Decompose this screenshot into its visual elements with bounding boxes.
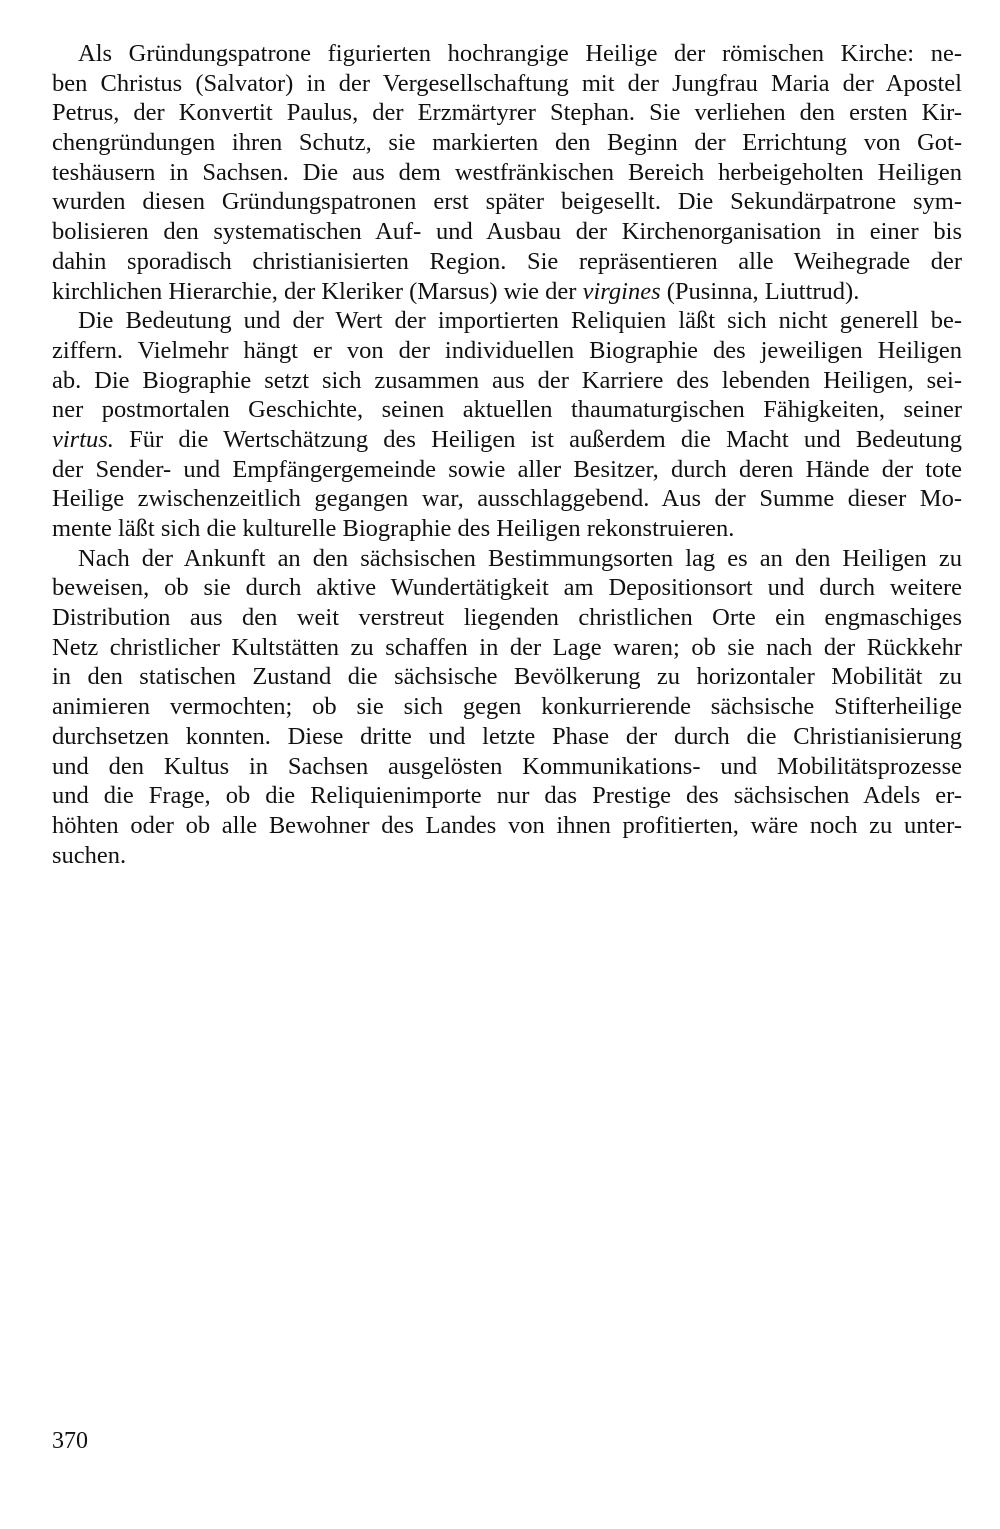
- text-line: und die Frage, ob die Reliquienimporte nur das Prestige des sächsischen Adels er-: [52, 782, 962, 810]
- text-line: Netz christlicher Kultstätten zu schaffen in der Lage waren; ob sie nach der Rückkehr: [52, 633, 962, 661]
- text-line: Als Gründungspatrone figurierten hochrangige Heilige der römischen Kirche: ne-: [78, 40, 962, 67]
- text-line: in den statischen Zustand die sächsische Bevölkerung zu horizontaler Mobilität zu: [52, 663, 962, 691]
- italic-term: virgines: [582, 277, 661, 305]
- text-line: Nach der Ankunft an den sächsischen Bestimmungsorten lag es an den Heiligen zu: [78, 544, 962, 572]
- text-line: ziffern. Vielmehr hängt er von der individuellen Biographie des jeweiligen Heiligen: [52, 336, 962, 364]
- text-line: [52, 277, 962, 307]
- text-line: durchsetzen konnten. Diese dritte und letzte Phase der durch die Christianisierung: [52, 722, 962, 750]
- text-line: Petrus, der Konvertit Paulus, der Erzmärtyrer Stephan. Sie verliehen den ersten Kir-: [52, 99, 962, 127]
- page-number: 370: [52, 1428, 88, 1454]
- text-line: chengründungen ihren Schutz, sie markierten den Beginn der Errichtung von Got-: [52, 129, 962, 157]
- text-line: beweisen, ob sie durch aktive Wundertätigkeit am Depositionsort und durch weitere: [52, 574, 962, 602]
- text-line: Distribution aus den weit verstreut liegenden christlichen Orte ein engmaschiges: [52, 604, 962, 632]
- text-line: Heilige zwischenzeitlich gegangen war, ausschlaggebend. Aus der Summe dieser Mo-: [52, 485, 962, 513]
- text-line: suchen.: [52, 841, 127, 869]
- text-line: dahin sporadisch christianisierten Region. Sie repräsentieren alle Weihegrade der: [52, 247, 962, 275]
- body-text: [52, 39, 962, 870]
- text-line: wurden diesen Gründungspatronen erst später beigesellt. Die Sekundärpatrone sym-: [52, 188, 962, 216]
- text-line: ner postmortalen Geschichte, seinen aktuellen thaumaturgischen Fähigkeiten, seiner: [52, 396, 962, 424]
- text-line: und den Kultus in Sachsen ausgelösten Kommunikations- und Mobilitätsprozesse: [52, 752, 962, 780]
- text-line: Die Bedeutung und der Wert der importierten Reliquien läßt sich nicht generell be-: [78, 307, 962, 335]
- paragraph-2: [52, 306, 962, 544]
- text-line: animieren vermochten; ob sie sich gegen konkurrierende sächsische Stifterheilige: [52, 693, 962, 721]
- text-line: der Sender- und Empfängergemeinde sowie aller Besitzer, durch deren Hände der tote: [52, 455, 962, 483]
- text-segment: Für die Wertschätzung des Heiligen ist außerdem die Macht und Bedeutung: [113, 425, 962, 453]
- text-line: [52, 425, 962, 455]
- text-line: teshäusern in Sachsen. Die aus dem westfränkischen Bereich herbeigeholten Heiligen: [52, 158, 962, 186]
- text-line: mente läßt sich die kulturelle Biographie des Heiligen rekonstruieren.: [52, 515, 735, 542]
- text-line: ben Christus (Salvator) in der Vergesellschaftung mit der Jungfrau Maria der Apostel: [52, 69, 962, 97]
- text-segment: (Pusinna, Liuttrud).: [660, 277, 860, 305]
- italic-term: virtus.: [52, 425, 114, 453]
- paragraph-3: [52, 544, 962, 871]
- paragraph-1: [52, 39, 962, 306]
- text-line: ab. Die Biographie setzt sich zusammen aus der Karriere des lebenden Heiligen, sei-: [52, 366, 962, 394]
- text-segment: kirchlichen Hierarchie, der Kleriker (Marsus) wie der: [52, 277, 583, 305]
- text-line: höhten oder ob alle Bewohner des Landes von ihnen profitierten, wäre noch zu unter-: [52, 811, 962, 839]
- text-line: bolisieren den systematischen Auf- und Ausbau der Kirchenorganisation in einer bis: [52, 218, 962, 246]
